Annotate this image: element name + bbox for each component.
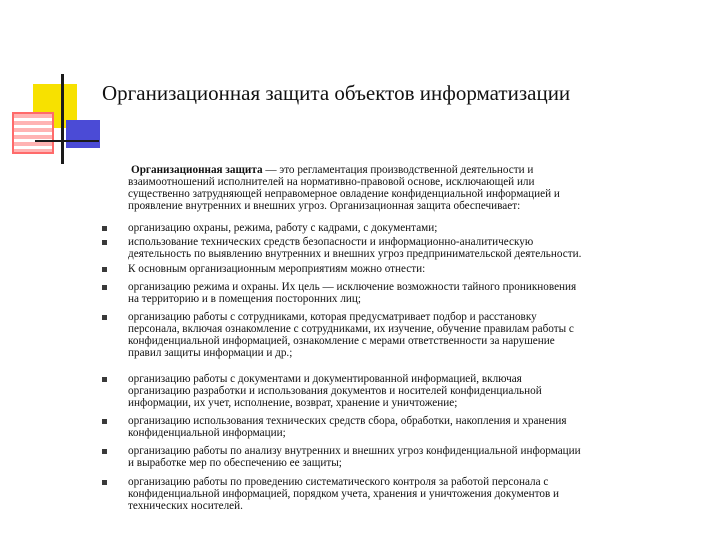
- bullet-text: организацию использования технических средств сбора, обработки, накопления и хранения: [128, 415, 567, 427]
- intro-line-1: [131, 164, 533, 176]
- bullet-marker: [102, 449, 107, 454]
- bullet-text: организацию работы по анализу внутренних и внешних угроз конфиденциальной информации: [128, 445, 581, 457]
- bullet-marker: [102, 377, 107, 382]
- bullet-marker: [102, 267, 107, 272]
- decorative-red-square: [12, 112, 54, 154]
- bullet-text: организацию работы с документами и документированной информацией, включая: [128, 373, 522, 385]
- bullet-text: персонала, включая ознакомление с сотрудниками, их изучение, обучение правилам работы с: [128, 323, 574, 335]
- bullet-text: технических носителей.: [128, 500, 243, 512]
- bullet-text: конфиденциальной информацией, порядком учета, хранения и уничтожения документов и: [128, 488, 560, 500]
- bullet-text: организацию работы с сотрудниками, которая предусматривает подбор и расстановку: [128, 311, 537, 323]
- decorative-blue-square: [66, 120, 100, 148]
- intro-term: Организационная защита: [131, 164, 263, 176]
- bullet-text: К основным организационным мероприятиям можно отнести:: [128, 263, 426, 275]
- bullet-text: конфиденциальной информации;: [128, 427, 286, 439]
- intro-definition: — это регламентация производственной деятельности и: [262, 164, 534, 176]
- bullet-text: организацию разработки и использования документов и носителей конфиденциальной: [128, 385, 542, 397]
- decorative-vertical-line: [61, 74, 64, 164]
- decorative-horizontal-line: [35, 140, 99, 142]
- bullet-text: правил защиты информации и др.;: [128, 347, 293, 359]
- bullet-text: организацию режима и охраны. Их цель — исключение возможности тайного проникновения: [128, 281, 577, 293]
- bullet-text: и выработке мер по обеспечению ее защиты;: [128, 457, 342, 469]
- bullet-text: информации, их учет, исполнение, возврат, хранение и уничтожение;: [128, 397, 458, 409]
- bullet-text: организацию охраны, режима, работу с кадрами, с документами;: [128, 222, 438, 234]
- bullet-text: использование технических средств безопасности и информационно-аналитическую: [128, 236, 534, 248]
- bullet-marker: [102, 285, 107, 290]
- bullet-marker: [102, 226, 107, 231]
- intro-line-4: проявление внутренних и внешних угроз. Организационная защита обеспечивает:: [128, 200, 521, 212]
- bullet-marker: [102, 240, 107, 245]
- bullet-text: конфиденциальной информацией, ознакомление с мерами ответственности за нарушение: [128, 335, 555, 347]
- bullet-text: организацию работы по проведению систематического контроля за работой персонала с: [128, 476, 549, 488]
- bullet-marker: [102, 480, 107, 485]
- bullet-text: на территорию и в помещения посторонних лиц;: [128, 293, 361, 305]
- slide-title: Организационная защита объектов информатизации: [102, 81, 571, 105]
- intro-line-2: взаимоотношений исполнителей на нормативно-правовой основе, исключающей или: [128, 176, 535, 188]
- bullet-marker: [102, 315, 107, 320]
- intro-line-3: существенно затрудняющей неправомерное овладение конфиденциальной информацией и: [128, 188, 560, 200]
- bullet-marker: [102, 419, 107, 424]
- bullet-text: деятельность по выявлению внутренних и внешних угроз предпринимательской деятельности.: [128, 248, 582, 260]
